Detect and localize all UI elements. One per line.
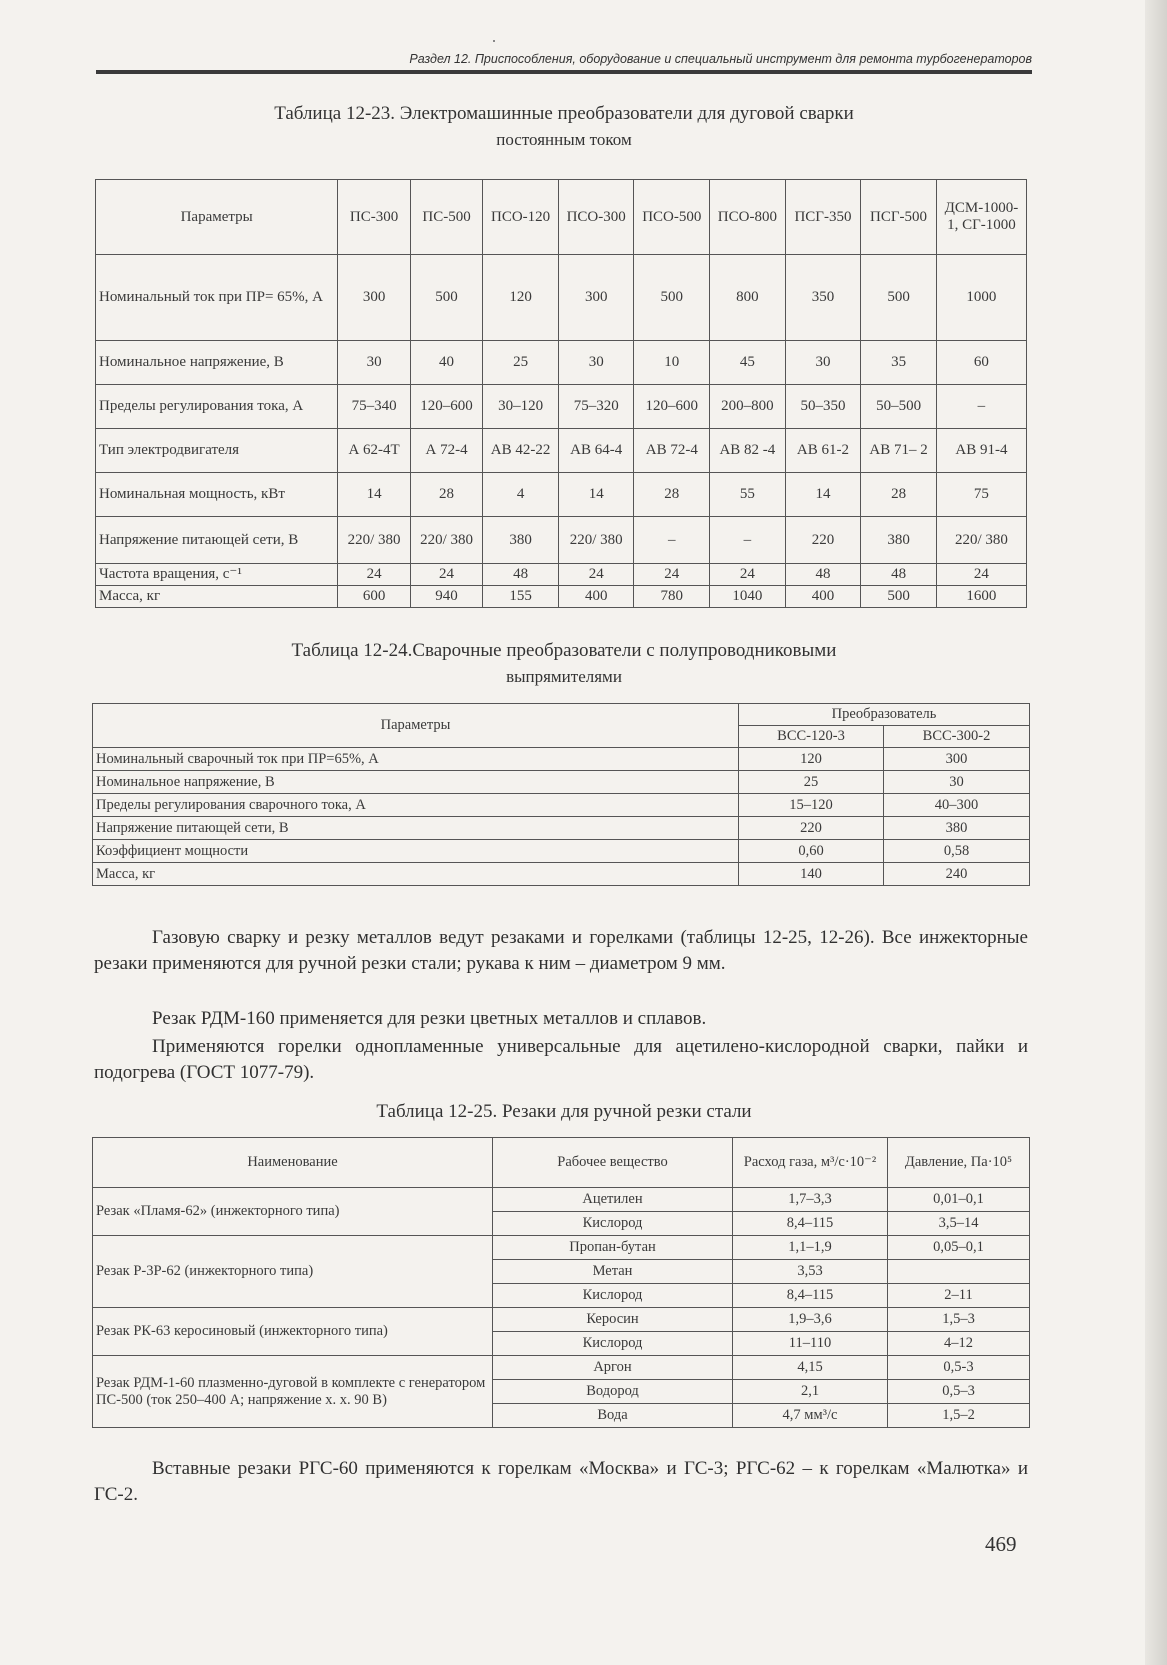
table-cell: 350 [785,255,861,341]
table-cell: 400 [558,586,634,608]
table3-col-header: Расход газа, м³/с·10⁻² [733,1138,888,1188]
table-12-25 [92,1137,1030,1428]
table-cell: 1040 [710,586,786,608]
table-cell: 220/ 380 [410,517,482,564]
table-cell: 120–600 [634,385,710,429]
table-cell: 24 [710,564,786,586]
table3-header-row [93,1138,1030,1188]
table-cell: 500 [634,255,710,341]
table3-col-header: Рабочее вещество [493,1138,733,1188]
table-cell: 14 [338,473,410,517]
table-row [93,794,1030,817]
table-cell: 75–320 [558,385,634,429]
table-cell: АВ 42-22 [483,429,559,473]
page-edge-shadow [1145,0,1167,1665]
table-cell: 35 [861,341,937,385]
table-cell: 220 [785,517,861,564]
table-cell: 3,53 [733,1260,888,1284]
table-cell: АВ 91-4 [936,429,1026,473]
table-cell: 28 [861,473,937,517]
table-cell: 0,60 [739,840,884,863]
table2-caption-line1: Таблица 12-24.Сварочные преобразователи с полупроводниковыми [291,640,837,661]
table-cell: 380 [884,817,1030,840]
table-cell: 24 [338,564,410,586]
table-cell: 1600 [936,586,1026,608]
table-cell: 8,4–115 [733,1212,888,1236]
table-cell: 220/ 380 [338,517,410,564]
table-cell: Аргон [493,1356,733,1380]
table-cell: Водород [493,1380,733,1404]
paragraph: Применяются горелки однопламенные универсальные для ацетилено-кислородной сварки, пайки и подогрева (ГОСТ 1077-79). [94,1036,1028,1083]
table-cell: 380 [861,517,937,564]
table1-header-row [96,180,1027,255]
table-cell: АВ 64-4 [558,429,634,473]
table-cell: 120 [739,748,884,771]
table-cell: 30–120 [483,385,559,429]
table-12-23 [95,179,1027,608]
table-cell: Кислород [493,1212,733,1236]
table-cell: 10 [634,341,710,385]
table-row [93,771,1030,794]
table-cell: 24 [936,564,1026,586]
table-cell: А 72-4 [410,429,482,473]
table-12-24 [92,703,1030,886]
table3-col-header: Давление, Па·10⁵ [888,1138,1030,1188]
table-cell: 380 [483,517,559,564]
table-cell: 120–600 [410,385,482,429]
table-row [93,1188,1030,1212]
table-cell: 140 [739,863,884,886]
row-label: Напряжение питающей сети, В [96,517,338,564]
row-label: Масса, кг [93,863,739,886]
table-cell: 0,5–3 [888,1380,1030,1404]
table-row [96,385,1027,429]
table-cell: 1,9–3,6 [733,1308,888,1332]
table-cell: 0,05–0,1 [888,1236,1030,1260]
table-cell: 220/ 380 [936,517,1026,564]
table-cell: 1,5–3 [888,1308,1030,1332]
table-cell: 24 [634,564,710,586]
paragraph: Резак РДМ-160 применяется для резки цветных металлов и сплавов. [152,1008,707,1029]
table-cell: 200–800 [710,385,786,429]
table-cell: 75–340 [338,385,410,429]
table2-header-param: Параметры [93,704,739,748]
table-row [93,748,1030,771]
table-cell: – [634,517,710,564]
table-cell: 0,01–0,1 [888,1188,1030,1212]
table-cell: 500 [861,586,937,608]
table1-col-header: ПС-300 [338,180,410,255]
table-cell: 48 [861,564,937,586]
table-cell: 220/ 380 [558,517,634,564]
row-label: Номинальное напряжение, В [96,341,338,385]
table-cell: 240 [884,863,1030,886]
row-label: Коэффициент мощности [93,840,739,863]
table1-caption-line1: Таблица 12-23. Электромашинные преобразователи для дуговой сварки [274,103,854,124]
row-label: Пределы регулирования сварочного тока, А [93,794,739,817]
table-cell: 30 [785,341,861,385]
table2-caption [96,638,1032,690]
table-row [96,341,1027,385]
row-label: Частота вращения, с⁻¹ [96,564,338,586]
table-cell: 0,5-3 [888,1356,1030,1380]
table-cell: – [710,517,786,564]
table-cell: 40 [410,341,482,385]
table-cell: 50–500 [861,385,937,429]
table1-col-header: ПСО-500 [634,180,710,255]
table-cell: 3,5–14 [888,1212,1030,1236]
table2-col-header: ВСС-120-3 [739,726,884,748]
table-cell: 60 [936,341,1026,385]
row-label: Напряжение питающей сети, В [93,817,739,840]
table3-caption: Таблица 12-25. Резаки для ручной резки стали [376,1101,752,1122]
table-cell: 14 [785,473,861,517]
table-cell: 600 [338,586,410,608]
table-row [93,817,1030,840]
table2-header-row [93,704,1030,726]
table-cell: 1,5–2 [888,1404,1030,1428]
table-cell: 400 [785,586,861,608]
table-cell: 24 [410,564,482,586]
table1-col-header: ПСГ-350 [785,180,861,255]
table-cell: АВ 72-4 [634,429,710,473]
table-cell: 45 [710,341,786,385]
table-cell: Кислород [493,1332,733,1356]
scan-speck [493,40,495,42]
table-row [96,429,1027,473]
table-cell: 75 [936,473,1026,517]
table-row [93,863,1030,886]
table-cell: Кислород [493,1284,733,1308]
table3-col-header: Наименование [93,1138,493,1188]
table-cell: Ацетилен [493,1188,733,1212]
cutter-name: Резак «Пламя-62» (инжекторного типа) [93,1188,493,1236]
table-cell: Керосин [493,1308,733,1332]
row-label: Пределы регулирования тока, А [96,385,338,429]
table-cell: 55 [710,473,786,517]
table-cell: 120 [483,255,559,341]
table-cell: АВ 61-2 [785,429,861,473]
table-cell: 25 [483,341,559,385]
cutter-name: Резак РК-63 керосиновый (инжекторного типа) [93,1308,493,1356]
cutter-name: Резак Р-3Р-62 (инжекторного типа) [93,1236,493,1308]
table-cell: 25 [739,771,884,794]
table-cell: 4,7 мм³/с [733,1404,888,1428]
table-row [93,840,1030,863]
table2-col-header: ВСС-300-2 [884,726,1030,748]
table1-col-header: ПСО-120 [483,180,559,255]
row-label: Масса, кг [96,586,338,608]
paragraph: Вставные резаки РГС-60 применяются к горелкам «Москва» и ГС-3; РГС-62 – к горелкам «Малютка» и ГС-2. [94,1458,1028,1505]
table-row [93,1356,1030,1380]
table1-col-header: ПС-500 [410,180,482,255]
table-cell: 4,15 [733,1356,888,1380]
table-cell: 0,58 [884,840,1030,863]
table-cell: 1,7–3,3 [733,1188,888,1212]
table-cell: 28 [410,473,482,517]
paragraph: Газовую сварку и резку металлов ведут резаками и горелками (таблицы 12-25, 12-26). Все инжекторные резаки применяются для ручной резки стали; рукава к ним – диаметром 9 мм. [94,927,1028,974]
table1-caption [96,101,1032,153]
row-label: Номинальный сварочный ток при ПР=65%, А [93,748,739,771]
table-cell: АВ 71– 2 [861,429,937,473]
table-cell: 15–120 [739,794,884,817]
table-cell: 30 [338,341,410,385]
table1-caption-line2: постоянным током [496,130,632,149]
table-cell: 11–110 [733,1332,888,1356]
table-cell: 300 [558,255,634,341]
table-cell: Метан [493,1260,733,1284]
table-row [96,473,1027,517]
table-cell: 2,1 [733,1380,888,1404]
table-cell: 48 [483,564,559,586]
table-cell: 1,1–1,9 [733,1236,888,1260]
row-label: Номинальное напряжение, В [93,771,739,794]
cutter-name: Резак РДМ-1-60 плазменно-дуговой в комплекте с генератором ПС-500 (ток 250–400 А; напряжение х. х. 90 В) [93,1356,493,1428]
table-cell: Пропан-бутан [493,1236,733,1260]
row-label: Тип электродвигателя [96,429,338,473]
table-cell: 30 [558,341,634,385]
table-cell: 24 [558,564,634,586]
table-cell: 940 [410,586,482,608]
table-cell: 220 [739,817,884,840]
table-cell: 2–11 [888,1284,1030,1308]
table-row [96,564,1027,586]
table-cell: 50–350 [785,385,861,429]
table-cell: 8,4–115 [733,1284,888,1308]
table-row [93,1236,1030,1260]
running-head: Раздел 12. Приспособления, оборудование и специальный инструмент для ремонта турбогенераторов [96,52,1032,74]
table-row [93,1308,1030,1332]
table1-header-param: Параметры [96,180,338,255]
table-cell: 500 [861,255,937,341]
page-number: 469 [985,1532,1017,1556]
table-cell: АВ 82 -4 [710,429,786,473]
table1-col-header: ПСО-800 [710,180,786,255]
table2-header-group: Преобразователь [739,704,1030,726]
table-cell [888,1260,1030,1284]
table-row [96,586,1027,608]
table-cell: 1000 [936,255,1026,341]
table-cell: 155 [483,586,559,608]
table-cell: – [936,385,1026,429]
table-cell: А 62-4Т [338,429,410,473]
table-cell: 4–12 [888,1332,1030,1356]
table-cell: 300 [338,255,410,341]
table-row [96,517,1027,564]
table-cell: 500 [410,255,482,341]
table-cell: 800 [710,255,786,341]
row-label: Номинальная мощность, кВт [96,473,338,517]
row-label: Номинальный ток при ПР= 65%, А [96,255,338,341]
table-cell: 40–300 [884,794,1030,817]
table-cell: 28 [634,473,710,517]
table-cell: 780 [634,586,710,608]
table1-col-header: ПСО-300 [558,180,634,255]
table-cell: 14 [558,473,634,517]
table-cell: Вода [493,1404,733,1428]
table-row [96,255,1027,341]
table-cell: 4 [483,473,559,517]
table1-col-header: ПСГ-500 [861,180,937,255]
table-cell: 48 [785,564,861,586]
table-cell: 300 [884,748,1030,771]
table2-caption-line2: выпрямителями [506,667,622,686]
table1-col-header: ДСМ-1000-1, СГ-1000 [936,180,1026,255]
table-cell: 30 [884,771,1030,794]
